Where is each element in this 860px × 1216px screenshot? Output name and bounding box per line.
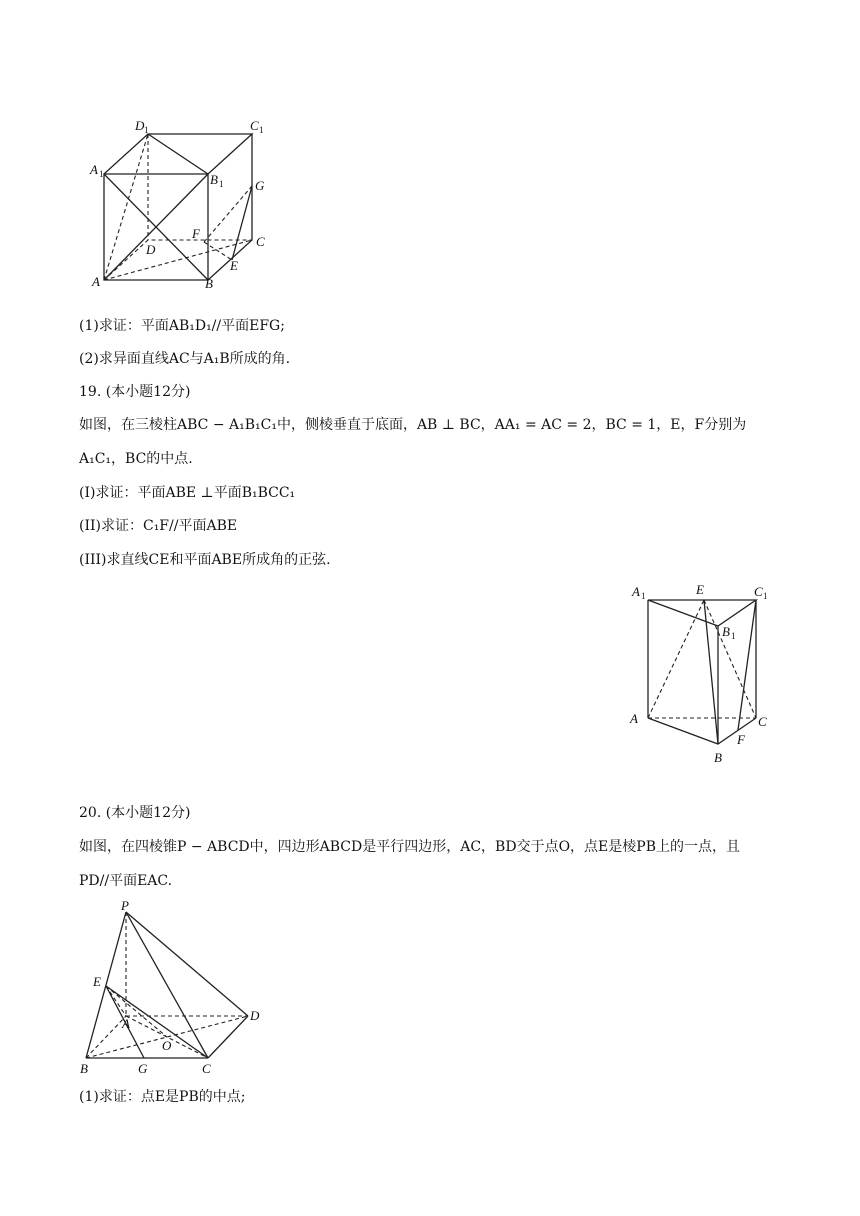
- label-A: A: [630, 711, 638, 726]
- line-F-C1: [738, 600, 756, 730]
- q19-part2: (II)求证：C₁F//平面ABE: [79, 518, 238, 534]
- label-G: G: [138, 1061, 148, 1076]
- label-B: B: [205, 276, 213, 291]
- label-A1: A: [90, 162, 98, 177]
- q19-stem-line1: 如图，在三棱柱ABC − A₁B₁C₁中，侧棱垂直于底面，AB ⊥ BC，AA₁ = AC = 2，BC = 1，E，F分别为: [79, 417, 747, 433]
- label-C1: C: [250, 118, 259, 133]
- q19-prism-figure: [626, 578, 776, 768]
- label-F: F: [737, 732, 745, 747]
- label-D1-sub: 1: [144, 125, 149, 135]
- label-G: G: [255, 178, 265, 193]
- q18-part2: (2)求异面直线AC与A₁B所成的角.: [79, 351, 291, 367]
- line-D1-B1: [148, 134, 208, 174]
- label-E: E: [230, 258, 238, 273]
- label-B1: B: [210, 172, 218, 187]
- label-A1-sub: 1: [99, 169, 104, 179]
- label-O: O: [162, 1038, 172, 1053]
- label-B1-sub: 1: [219, 179, 224, 189]
- edge-P-B: [86, 912, 126, 1058]
- edge-C-D: [208, 1016, 248, 1058]
- label-F: F: [192, 226, 200, 241]
- label-C1: C: [754, 584, 763, 599]
- label-E: E: [696, 582, 704, 597]
- q19-part1: (I)求证：平面ABE ⊥平面B₁BCC₁: [79, 485, 296, 501]
- label-P: P: [121, 898, 129, 913]
- label-A1: A: [632, 584, 640, 599]
- q20-header: 20. (本小题12分): [79, 805, 191, 821]
- q19-stem-line2: A₁C₁，BC的中点.: [79, 451, 193, 467]
- q20-stem-line2: PD//平面EAC.: [79, 873, 173, 889]
- label-D: D: [250, 1008, 260, 1023]
- label-B: B: [714, 750, 722, 765]
- label-A: A: [92, 274, 100, 289]
- label-D: D: [146, 242, 156, 257]
- q18-cube-figure: [88, 112, 288, 294]
- label-C: C: [758, 714, 767, 729]
- label-B: B: [80, 1061, 88, 1076]
- label-C: C: [256, 234, 265, 249]
- line-E-B: [704, 600, 718, 744]
- label-C1-sub: 1: [763, 591, 768, 601]
- label-B1: B: [722, 624, 730, 639]
- label-E: E: [93, 974, 101, 989]
- line-E-O: [106, 986, 167, 1037]
- label-B1-sub: 1: [731, 631, 736, 641]
- q20-pyramid-figure: [76, 898, 276, 1078]
- q20-part1: (1)求证：点E是PB的中点;: [79, 1089, 246, 1105]
- label-C1-sub: 1: [259, 125, 264, 135]
- q18-part1: (1)求证：平面AB₁D₁//平面EFG;: [79, 318, 285, 334]
- q19-header: 19. (本小题12分): [79, 384, 191, 400]
- edge-P-C: [126, 912, 208, 1058]
- edge-P-D: [126, 912, 248, 1016]
- label-A: A: [122, 1016, 130, 1031]
- q20-stem-line1: 如图，在四棱锥P − ABCD中，四边形ABCD是平行四边形，AC，BD交于点O，点E是棱PB上的一点，且: [79, 839, 740, 855]
- label-A1-sub: 1: [641, 591, 646, 601]
- q19-part3: (III)求直线CE和平面ABE所成角的正弦.: [79, 552, 331, 568]
- label-C: C: [202, 1061, 211, 1076]
- label-D1: D: [135, 118, 145, 133]
